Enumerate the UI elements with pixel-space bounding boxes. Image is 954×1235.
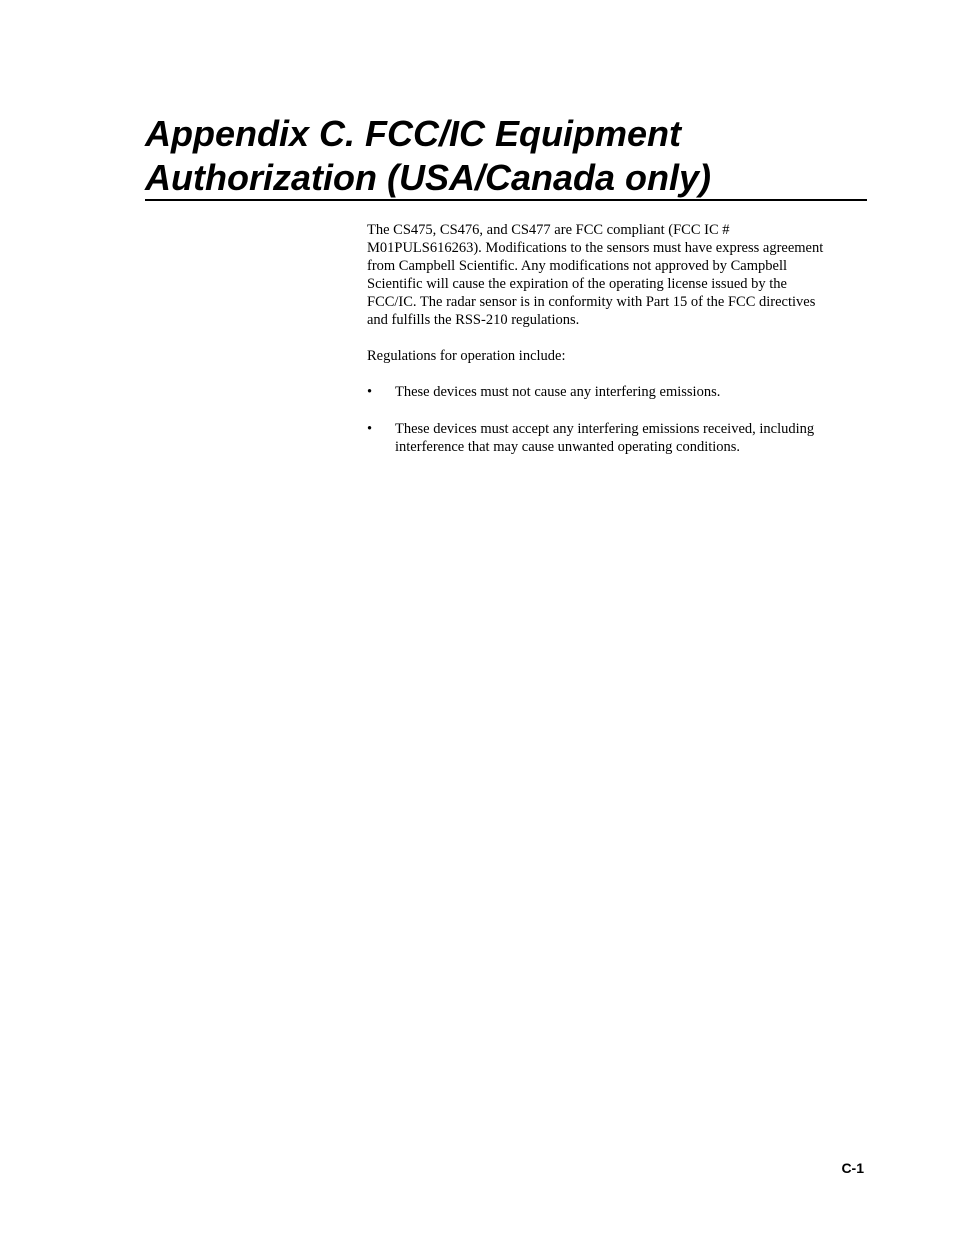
bullet-icon: • <box>367 421 373 437</box>
bullet-icon: • <box>367 384 373 400</box>
list-item-line: These devices must not cause any interfering emissions. <box>395 384 721 400</box>
page-title-line-2: Authorization (USA/Canada only) <box>145 157 711 198</box>
list-item-line: These devices must accept any interfering emissions received, including <box>395 421 815 437</box>
main-body <box>367 221 867 475</box>
page-title-line-1: Appendix C. FCC/IC Equipment <box>145 113 681 154</box>
intro-paragraph <box>367 221 867 329</box>
list-item-line: interference that may cause unwanted operating conditions. <box>395 439 741 455</box>
page-number: C-1 <box>841 1160 864 1176</box>
intro-line: FCC/IC. The radar sensor is in conformity with Part 15 of the FCC directives <box>367 294 816 310</box>
intro-line: The CS475, CS476, and CS477 are FCC compliant (FCC IC # <box>367 222 730 238</box>
page-title <box>145 112 867 200</box>
intro-line: M01PULS616263). Modifications to the sensors must have express agreement <box>367 240 824 256</box>
intro-line: Scientific will cause the expiration of the operating license issued by the <box>367 276 787 292</box>
regulations-intro: Regulations for operation include: <box>367 348 566 364</box>
regulations-list <box>367 383 867 456</box>
list-item <box>367 420 867 456</box>
list-item <box>367 383 867 401</box>
intro-line: from Campbell Scientific. Any modifications not approved by Campbell <box>367 258 788 274</box>
intro-line: and fulfills the RSS-210 regulations. <box>367 312 580 328</box>
title-underline-rule <box>145 199 867 201</box>
